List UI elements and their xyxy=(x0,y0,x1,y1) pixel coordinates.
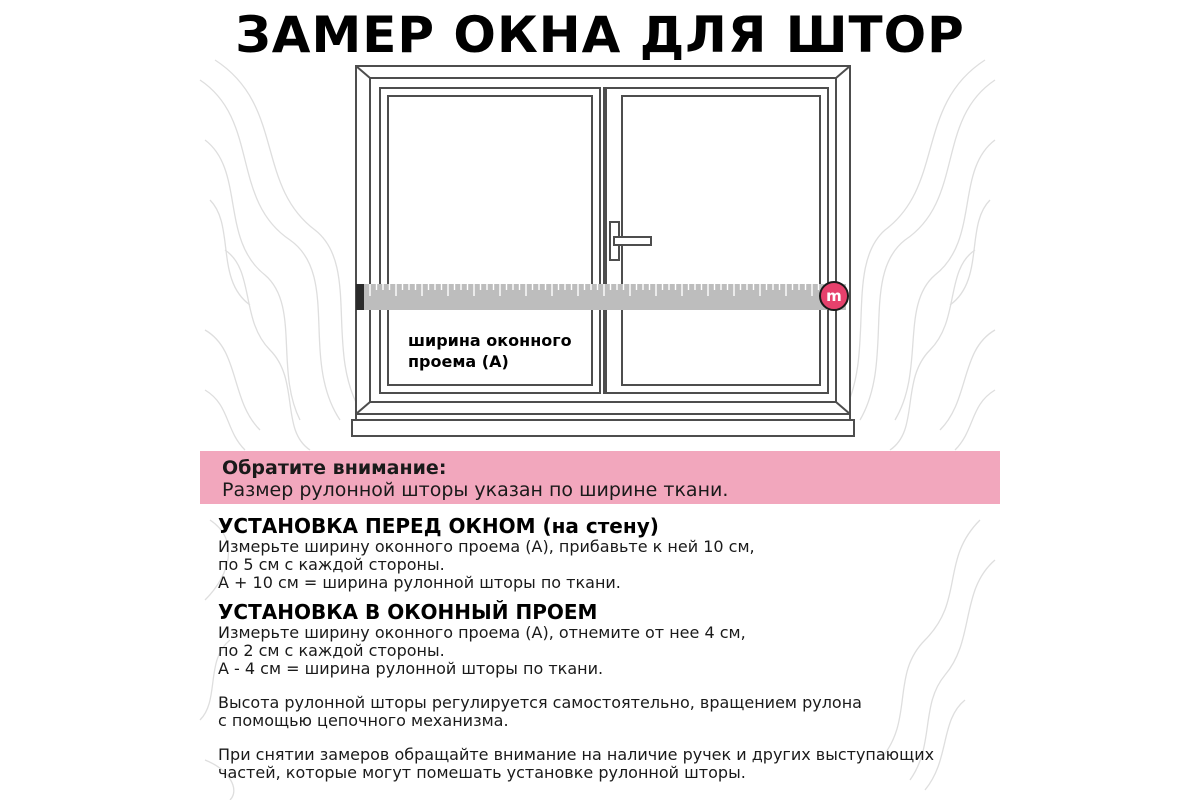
brand-m-icon: m xyxy=(819,281,849,311)
section-line: Измерьте ширину оконного проема (А), прибавьте к ней 10 см, xyxy=(218,537,755,556)
note-height xyxy=(218,694,998,730)
note-line: с помощью цепочного механизма. xyxy=(218,711,509,730)
window-diagram xyxy=(340,62,870,448)
width-label-line1: ширина оконного xyxy=(408,331,572,350)
page-title: ЗАМЕР ОКНА ДЛЯ ШТОР xyxy=(235,6,965,64)
width-label xyxy=(408,330,588,372)
section-line: А - 4 см = ширина рулонной шторы по ткани. xyxy=(218,659,604,678)
section-heading: УСТАНОВКА В ОКОННЫЙ ПРОЕМ xyxy=(218,600,598,624)
notice-banner xyxy=(200,451,1000,504)
note-handles xyxy=(218,746,998,782)
measuring-tape xyxy=(356,284,846,310)
width-label-line2: проема (А) xyxy=(408,352,509,371)
section-line: Измерьте ширину оконного проема (А), отнемите от нее 4 см, xyxy=(218,623,746,642)
window-sill xyxy=(352,414,854,436)
section-line: по 2 см с каждой стороны. xyxy=(218,641,445,660)
note-line: частей, которые могут помешать установке рулонной шторы. xyxy=(218,763,746,782)
notice-title: Обратите внимание: xyxy=(222,457,447,479)
note-line: При снятии замеров обращайте внимание на наличие ручек и других выступающих xyxy=(218,745,935,764)
notice-text: Размер рулонной шторы указан по ширине ткани. xyxy=(222,479,729,501)
section-line: А + 10 см = ширина рулонной шторы по ткани. xyxy=(218,573,621,592)
section-wall-mount xyxy=(218,514,998,592)
section-opening-mount xyxy=(218,600,998,678)
instructions xyxy=(218,514,998,782)
note-line: Высота рулонной шторы регулируется самостоятельно, вращением рулона xyxy=(218,693,862,712)
section-line: по 5 см с каждой стороны. xyxy=(218,555,445,574)
section-heading: УСТАНОВКА ПЕРЕД ОКНОМ (на стену) xyxy=(218,514,659,538)
